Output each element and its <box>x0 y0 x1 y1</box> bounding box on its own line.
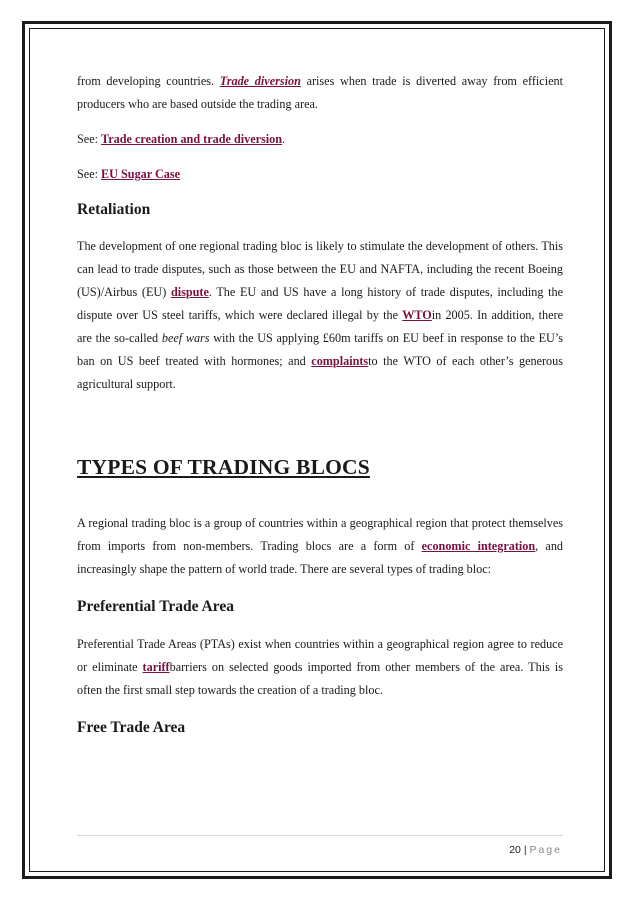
see-eu-sugar: See: EU Sugar Case <box>77 167 181 181</box>
link-complaints[interactable]: complaints <box>311 354 369 368</box>
heading-free-trade-area: Free Trade Area <box>77 719 186 736</box>
link-wto[interactable]: WTO <box>402 308 432 322</box>
heading-types-of-trading-blocs: TYPES OF TRADING BLOCS <box>77 455 370 479</box>
page-content <box>77 70 563 738</box>
link-trade-creation-diversion[interactable]: Trade creation and trade diversion <box>101 132 283 146</box>
heading-preferential-trade-area: Preferential Trade Area <box>77 598 234 615</box>
paragraph-trade-diversion: from developing countries. Trade diversion arises when trade is diverted away from efficient producers who are based outside the trading area. <box>77 74 563 111</box>
page-number: 20 <box>509 844 521 856</box>
heading-retaliation: Retaliation <box>77 201 151 218</box>
link-economic-integration[interactable]: economic integration <box>421 539 536 553</box>
page-footer: 20 | Page <box>509 844 562 856</box>
link-tariff[interactable]: tariff <box>142 660 170 674</box>
page-label: Page <box>529 844 562 856</box>
paragraph-pta: Preferential Trade Areas (PTAs) exist when countries within a geographical region agree to reduce or eliminate tariffbarriers on selected goods imported from other members of the area. This is often the first small step towards the creation of a trading bloc. <box>77 637 563 697</box>
link-eu-sugar-case[interactable]: EU Sugar Case <box>101 167 181 181</box>
link-dispute[interactable]: dispute <box>170 285 209 299</box>
link-trade-diversion[interactable]: Trade diversion <box>219 74 301 88</box>
paragraph-retaliation: The development of one regional trading bloc is likely to stimulate the development of others. This can lead to trade disputes, such as those between the EU and NAFTA, including the recent Boeing (US)/Airbus (EU) dispute. The EU and US have a long history of trade disputes, including the dispute over US steel tariffs, which were declared illegal by the WTOin 2005. In addition, there are the so-called beef wars with the US applying £60m tariffs on EU beef in response to the EU’s ban on US beef treated with hormones; and complaintsto the WTO of each other’s generous agricultural support. <box>77 239 563 391</box>
see-trade-creation: See: Trade creation and trade diversion. <box>77 132 286 146</box>
footer-divider <box>77 835 563 836</box>
paragraph-types: A regional trading bloc is a group of countries within a geographical region that protect themselves from imports from non-members. Trading blocs are a form of economic integration, and increasingly shape the pattern of world trade. There are several types of trading bloc: <box>77 516 564 576</box>
